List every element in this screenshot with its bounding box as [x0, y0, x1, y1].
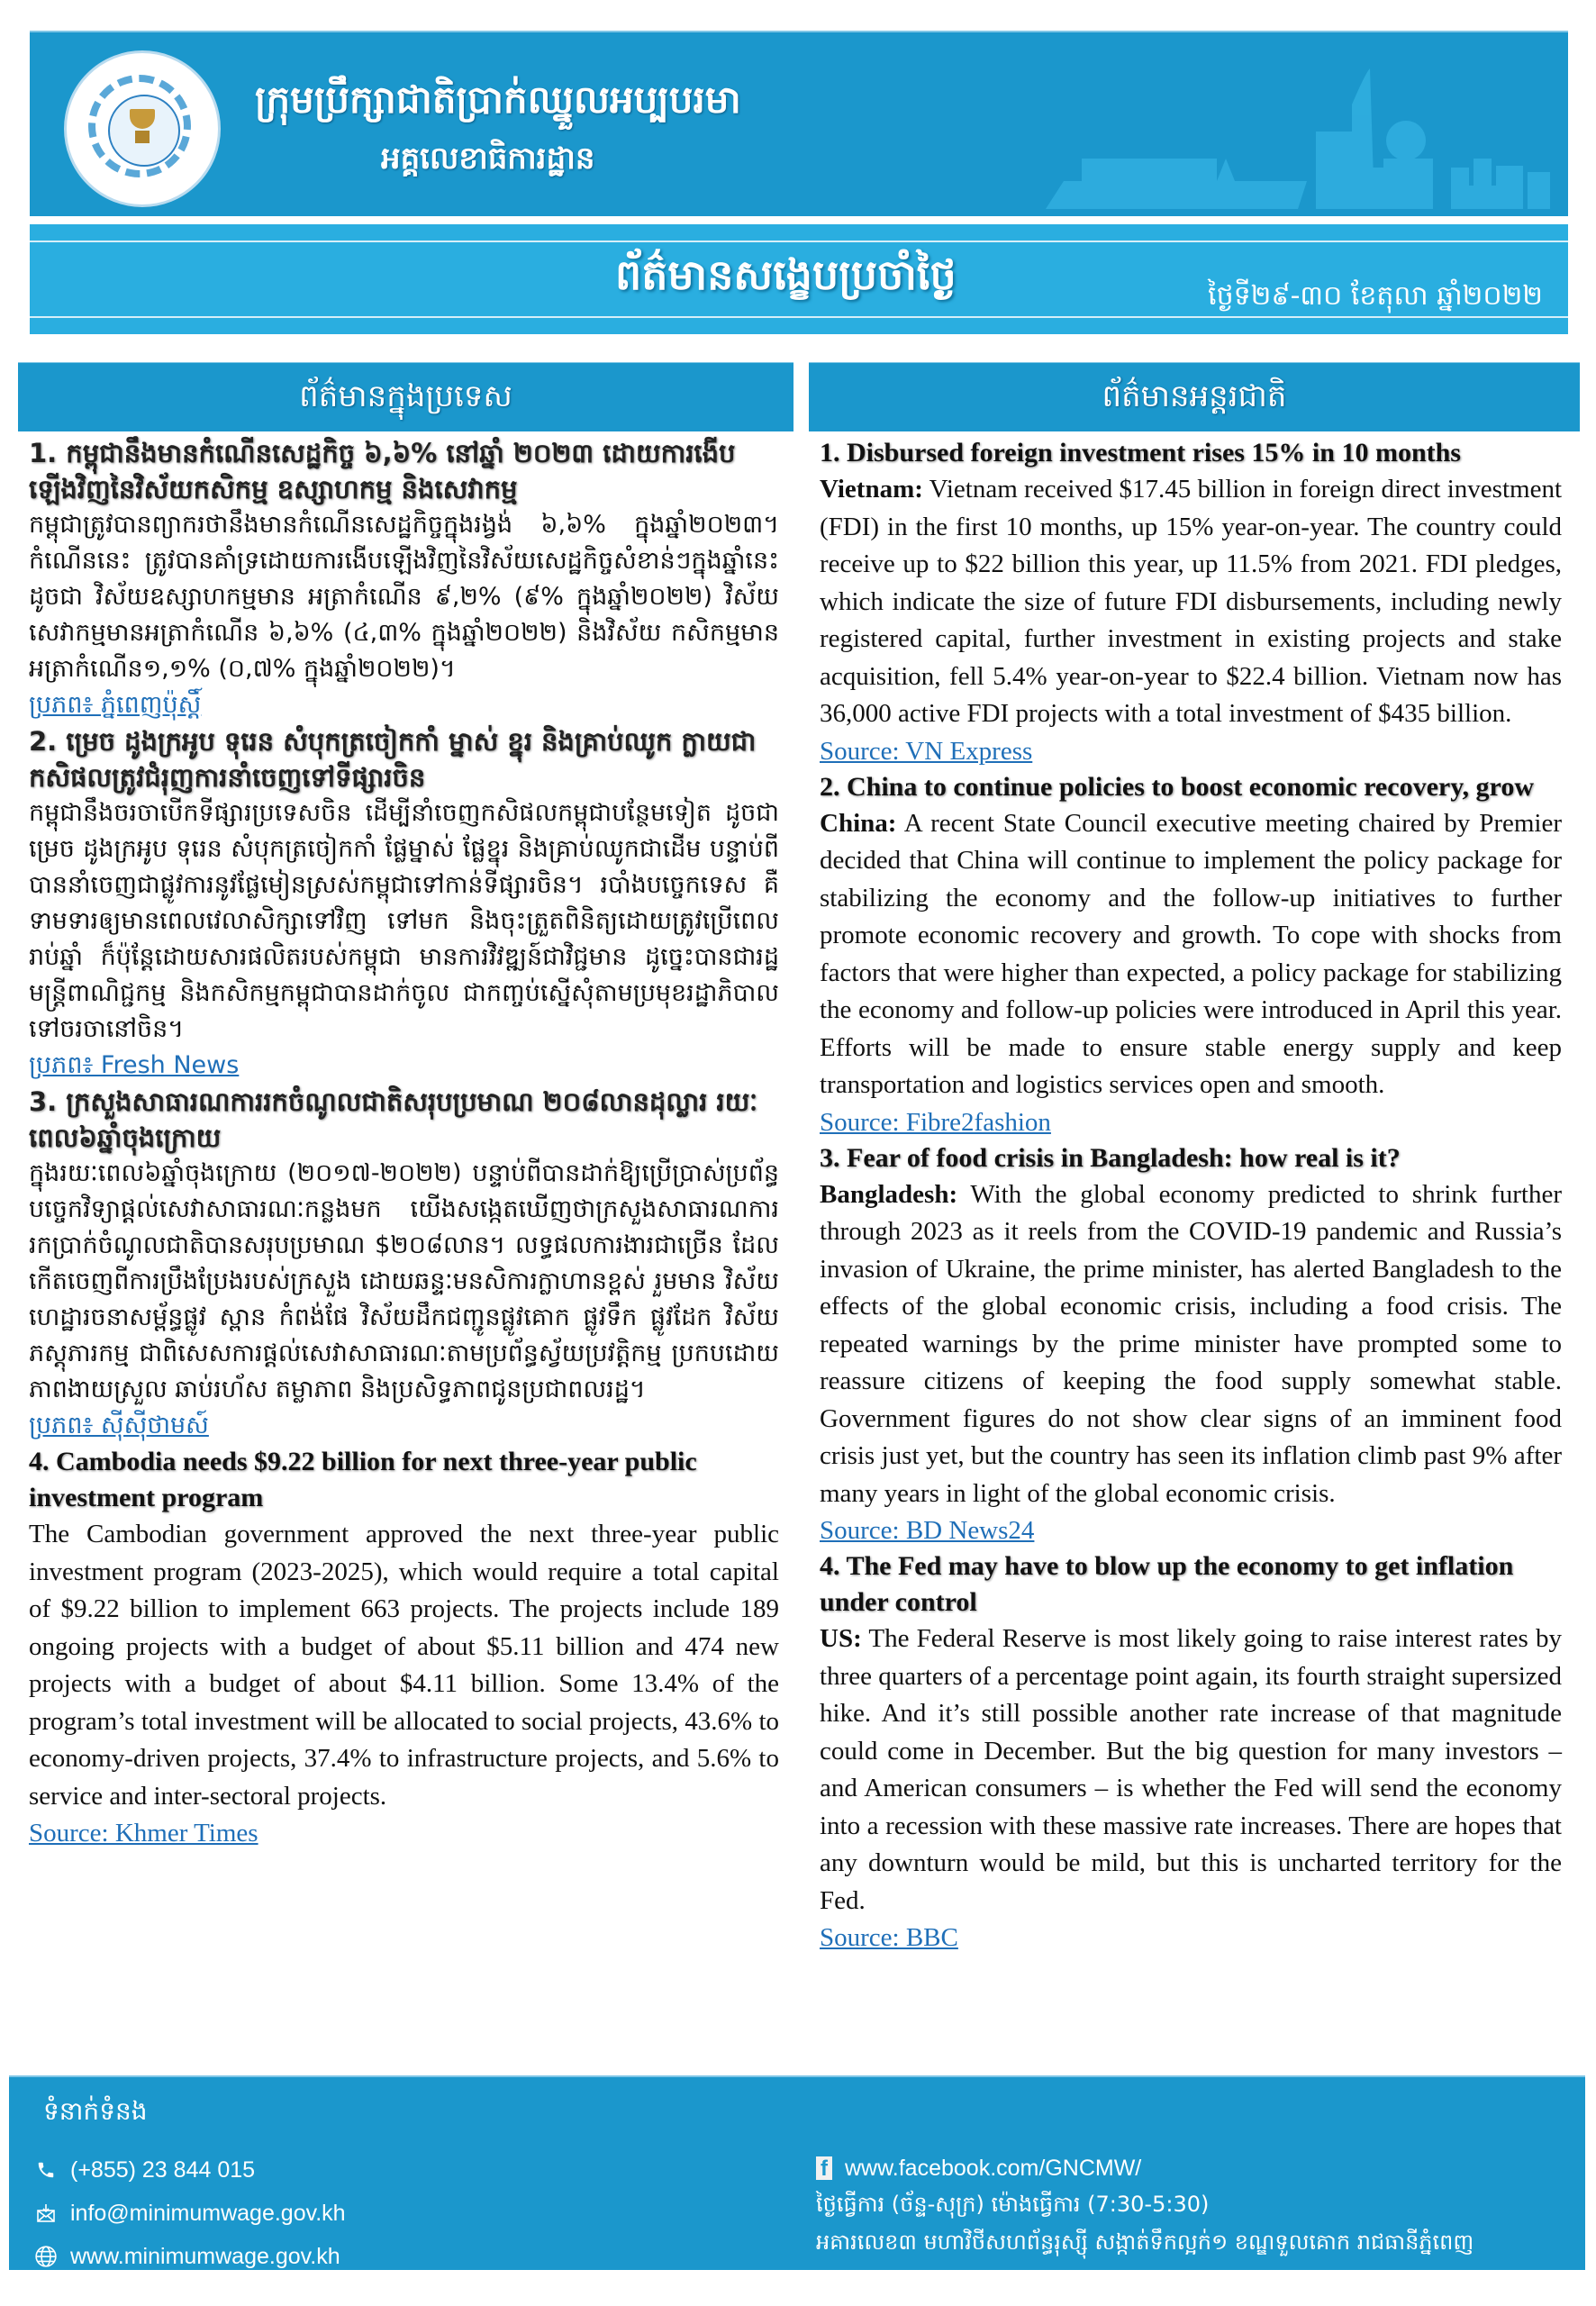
- contact-heading: ទំនាក់ទំនង: [43, 2096, 148, 2126]
- news-article: [29, 1444, 779, 1851]
- domestic-news-column: [11, 362, 797, 1851]
- article-source-link[interactable]: Source: Khmer Times: [29, 1819, 258, 1848]
- news-article: [29, 723, 779, 1084]
- page-title: ព័ត៌មានសង្ខេបប្រចាំថ្ងៃ: [615, 250, 957, 299]
- email-icon: [31, 2200, 61, 2227]
- divider: [30, 241, 1568, 242]
- issue-date: ថ្ងៃទី២៩-៣០ ខែតុលា ឆ្នាំ២០២២: [1208, 280, 1543, 312]
- news-article: [820, 1140, 1562, 1549]
- article-title: 4. The Fed may have to blow up the economy to get inflation under control: [820, 1551, 1514, 1617]
- article-title: 2. ម្រេច ដូងក្រអូប ទុរេន សំបុកត្រចៀកកាំ ម្នាស់ ខ្នុរ និងគ្រាប់ឈូក ក្លាយជាកសិផលត្រូវជំរុញការនាំចេញទៅទីផ្សារចិន: [29, 726, 757, 793]
- article-body: [820, 471, 1562, 733]
- article-source-link[interactable]: Source: VN Express: [820, 736, 1033, 766]
- article-country-label: Bangladesh:: [820, 1179, 958, 1209]
- news-article: [820, 769, 1562, 1140]
- domestic-news-heading: ព័ត៌មានក្នុងប្រទេស: [18, 362, 793, 431]
- office-hours: ថ្ងៃធ្វើការ (ច័ន្ទ-សុក្រ) ម៉ោងធ្វើការ (7:30-5:30): [816, 2191, 1210, 2217]
- article-title: 3. ក្រសួងសាធារណការរកចំណូលជាតិសរុបប្រមាណ ២០៨លានដុល្លារ រយៈពេល៦ឆ្នាំចុងក្រោយ: [29, 1086, 758, 1153]
- logo: [64, 50, 221, 207]
- footer-contact: [9, 2075, 1585, 2270]
- article-source-link[interactable]: ប្រភព៖ ស៊ីស៊ីថាមស៍: [29, 1412, 209, 1439]
- international-news-column: [802, 362, 1580, 1956]
- facebook-icon: f: [816, 2156, 832, 2180]
- title-band: [30, 222, 1568, 334]
- article-body: The Cambodian government approved the next three-year public investment program (2023-2025), which would require a total capital of $9.22 billion to implement 663 projects. The projects include 189 ongoing projects with a budget of about $5.11 billion and 474 new projects with a budget of about $4.11 billion. Some 13.4% of the program’s total investment will be allocated to social projects, 43.6% to economy-driven projects, 37.4% to infrastructure projects, and 5.6% to service and inter-sectoral projects.: [29, 1520, 779, 1811]
- facebook-row: [816, 2149, 1474, 2187]
- news-article: [29, 435, 779, 723]
- article-body: [820, 805, 1562, 1104]
- facebook-link[interactable]: www.facebook.com/GNCMW/: [845, 2155, 1142, 2181]
- header-banner: [30, 31, 1568, 216]
- phone-icon: [31, 2156, 61, 2183]
- article-source-link[interactable]: ប្រភព៖ ភ្នំពេញប៉ុស្តិ៍: [29, 691, 202, 719]
- article-body: ក្នុងរយៈពេល៦ឆ្នាំចុងក្រោយ (២០១៧-២០២២) បន្ទាប់ពីបានដាក់ឱ្យប្រើប្រាស់ប្រព័ន្ធបច្ចេកវិទ្យាផ្តល់សេវាសាធារណៈកន្លងមក យើងសង្កេតឃើញថាក្រសួងសាធារណការ រកប្រាក់ចំណូលជាតិបានសរុបប្រមាណ $២០៨លាន។ លទ្ធផលការងារជាច្រើន ដែលកើតចេញពីការប្រឹងប្រែងរបស់ក្រសួង ដោយឆន្ទៈមនសិការក្លាហានខ្ពស់ រួមមាន វិស័យហេដ្ឋារចនាសម្ព័ន្ធផ្លូវ ស្ពាន កំពង់ផែ វិស័យដឹកជញ្ជូនផ្លូវគោក ផ្លូវទឹក ផ្លូវដែក វិស័យភស្តុភារកម្ម ជាពិសេសការផ្តល់សេវាសាធារណៈតាមប្រព័ន្ធស្វ័យប្រវត្តិកម្ម ប្រកបដោយភាពងាយស្រួល ឆាប់រហ័ស តម្លាភាព និងប្រសិទ្ធភាពជូនប្រជាពលរដ្ឋ។: [29, 1159, 779, 1403]
- website-row: [31, 2235, 346, 2278]
- article-country-label: Vietnam:: [820, 475, 923, 504]
- phone-number[interactable]: (+855) 23 844 015: [70, 2156, 256, 2183]
- website-link[interactable]: www.minimumwage.gov.kh: [70, 2243, 340, 2269]
- article-body: កម្ពុជាត្រូវបានព្យាករថានឹងមានកំណើនសេដ្ឋកិច្ចក្នុងរង្វង់ ៦,៦% ក្នុងឆ្នាំ២០២៣។ កំណើននេះ ត្រូវបានគាំទ្រដោយការងើបឡើងវិញនៃវិស័យសេដ្ឋកិច្ចសំខាន់ៗក្នុងឆ្នាំនេះ ដូចជា វិស័យឧស្សាហកម្មមាន អត្រាកំណើន ៩,២% (៩% ក្នុងឆ្នាំ២០២២) វិស័យសេវាកម្មមានអត្រាកំណើន ៦,៦% (៤,៣% ក្នុងឆ្នាំ២០២២) និងវិស័យ កសិកម្មមានអត្រាកំណើន១,១% (០,៧% ក្នុងឆ្នាំ២០២២)។: [29, 511, 779, 683]
- organization-name: ក្រុមប្រឹក្សាជាតិប្រាក់ឈ្នួលអប្បបរមា: [255, 77, 741, 122]
- article-source-link[interactable]: Source: Fibre2fashion: [820, 1107, 1051, 1137]
- article-source-link[interactable]: ប្រភព៖ Fresh News: [29, 1051, 240, 1079]
- article-source-link[interactable]: Source: BD News24: [820, 1516, 1035, 1545]
- logo-pedestal-icon: [135, 131, 150, 143]
- article-body: [820, 1621, 1562, 1920]
- skyline-illustration: [1010, 32, 1568, 216]
- article-title: 1. Disbursed foreign investment rises 15% in 10 months: [820, 438, 1461, 468]
- article-text: The Federal Reserve is most likely going to raise interest rates by three quarters of a percentage point again, its fourth straight supersized hike. And it’s still possible another rate increase of that magnitude could come in December. But the big question for many investors – and American consumers – is whether the Fed will send the economy into a recession with these massive rate increases. There are hopes that any downturn would be mild, but this is uncharted territory for the Fed.: [820, 1624, 1562, 1915]
- article-body: [820, 1176, 1562, 1513]
- phone-row: [31, 2148, 346, 2192]
- article-source-link[interactable]: Source: BBC: [820, 1923, 958, 1952]
- news-article: [820, 435, 1562, 769]
- globe-icon: [31, 2243, 61, 2270]
- article-body: កម្ពុជានឹងចរចាបើកទីផ្សារប្រទេសចិន ដើម្បីនាំចេញកសិផលកម្ពុជាបន្ថែមទៀត ដូចជា ម្រេច ដូងក្រអូប ទុរេន សំបុកត្រចៀកកាំ ផ្លែម្នាស់ ផ្លែខ្នុរ និងគ្រាប់ឈូកជាដើម បន្ទាប់ពីបាននាំចេញជាផ្លូវការនូវផ្លែមៀនស្រស់កម្ពុជាទៅកាន់ទីផ្សារចិន។ របាំងបច្ចេកទេស គឺទាមទារឲ្យមានពេលវេលាសិក្សាទៅវិញ ទៅមក និងចុះត្រួតពិនិត្យដោយត្រូវប្រើពេលរាប់ឆ្នាំ ក៏ប៉ុន្តែដោយសារផលិតរបស់កម្ពុជា មានការវិវឌ្ឍន៍ជាវិជ្ជមាន ដូច្នេះបានជារដ្ឋមន្ត្រីពាណិជ្ជកម្ម និងកសិកម្មកម្ពុជាបានដាក់ចូល ជាកញ្ចប់ស្នើសុំតាមប្រមុខរដ្ឋាភិបាល ទៅចរចានៅចិន។: [29, 799, 779, 1043]
- article-title: 1. កម្ពុជានឹងមានកំណើនសេដ្ឋកិច្ច ៦,៦% នៅឆ្នាំ ២០២៣ ដោយការងើបឡើងវិញនៃវិស័យកសិកម្ម ឧស្សាហកម្ម និងសេវាកម្ម: [29, 438, 736, 504]
- article-country-label: China:: [820, 808, 897, 838]
- news-article: [820, 1548, 1562, 1956]
- office-address: អគារលេខ៣ មហាវិថីសហព័ន្ធរុស្ស៊ី សង្កាត់ទឹកល្អក់១ ខណ្ឌទួលគោក រាជធានីភ្នំពេញ: [816, 2229, 1474, 2255]
- article-title: 3. Fear of food crisis in Bangladesh: how real is it?: [820, 1142, 1401, 1173]
- email-address[interactable]: info@minimumwage.gov.kh: [70, 2200, 346, 2226]
- article-title: 4. Cambodia needs $9.22 billion for next three-year public investment program: [29, 1447, 697, 1512]
- international-news-heading: ព័ត៌មានអន្តរជាតិ: [809, 362, 1580, 431]
- news-article: [29, 1084, 779, 1444]
- article-text: A recent State Council executive meeting chaired by Premier decided that China will continue to implement the policy package for stabilizing the economy and the follow-up initiatives to further promote economic recovery and growth. To cope with shocks from factors that were higher than expected, a policy package for stabilizing the economy and follow-up policies were introduced in April this year. Efforts will be made to ensure stable energy supply and keep transportation and logistics services open and smooth.: [820, 808, 1562, 1099]
- article-text: Vietnam received $17.45 billion in foreign direct investment (FDI) in the first 10 months, up 15% year-on-year. The country could receive up to $22 billion this year, up 11.5% from 2021. FDI pledges, which indicate the size of future FDI disbursements, including newly registered capital, further investment in existing projects and stake acquisition, fell 5.4% year-on-year to $22.4 billion. Vietnam now has 36,000 active FDI projects with a total investment of $435 billion.: [820, 475, 1562, 728]
- article-country-label: US:: [820, 1624, 862, 1653]
- article-title: 2. China to continue policies to boost economic recovery, grow: [820, 771, 1534, 802]
- organization-subtitle: អគ្គលេខាធិការដ្ឋាន: [381, 141, 595, 177]
- article-text: With the global economy predicted to shrink further through 2023 as it reels from the COVID-19 pandemic and Russia’s invasion of Ukraine, the prime minister, has alerted Bangladesh to the effects of the global economic crisis, including a food crisis. The repeated warnings by the prime minister have prompted some to reassure citizens of keeping the food supply somewhat stable. Government figures do not show clear signs of an imminent food crisis just yet, but the country has seen its inflation climb past 9% after many years in light of the global economic crisis.: [820, 1179, 1562, 1508]
- email-row: [31, 2192, 346, 2235]
